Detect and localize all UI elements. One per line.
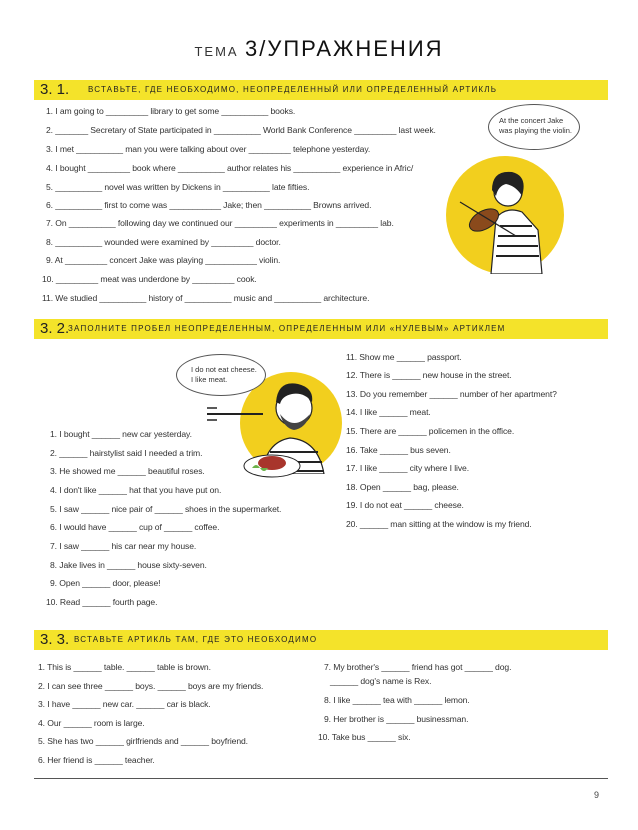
- exercise-line: 11. We studied __________ history of __________ music and __________ architecture.: [42, 293, 370, 303]
- exercise-line: 2. ______ hairstylist said I needed a trim.: [50, 448, 203, 458]
- exercise-line: 17. I like ______ city where I live.: [346, 463, 469, 473]
- page-title: [0, 36, 638, 62]
- exercise-line: 13. Do you remember ______ number of her apartment?: [346, 389, 557, 399]
- exercise-line: 7. On __________ following day we continued our _________ experiments in _________ lab.: [46, 218, 394, 228]
- exercise-line: 5. I saw ______ nice pair of ______ shoes in the supermarket.: [50, 504, 282, 514]
- plate-with-meat-icon: [242, 448, 302, 478]
- exercise-line: 3. He showed me ______ beautiful roses.: [50, 466, 205, 476]
- section-1-number: 3. 1.: [40, 81, 70, 98]
- exercise-line: 8. Jake lives in ______ house sixty-seven.: [50, 560, 207, 570]
- speech-bubble-text: I do not eat cheese. I like meat.: [191, 365, 257, 384]
- violinist-drawing: [446, 156, 564, 274]
- exercise-line: 16. Take ______ bus seven.: [346, 445, 451, 455]
- section-3-heading: ВСТАВЬТЕ АРТИКЛЬ ТАМ, ГДЕ ЭТО НЕОБХОДИМО: [74, 635, 318, 644]
- exercise-line: 8. I like ______ tea with ______ lemon.: [324, 695, 470, 705]
- exercise-line: 1. This is ______ table. ______ table is brown.: [38, 662, 211, 672]
- section-1-header: [34, 80, 608, 100]
- title-main: 3/УПРАЖНЕНИЯ: [245, 36, 444, 61]
- exercise-line: 19. I do not eat ______ cheese.: [346, 500, 464, 510]
- exercise-line: 2. _______ Secretary of State participated in __________ World Bank Conference _________ last week.: [46, 125, 436, 135]
- section-2-header: [34, 319, 608, 339]
- section-3-header: [34, 630, 608, 650]
- exercise-line: 8. __________ wounded were examined by _________ doctor.: [46, 237, 281, 247]
- speech-bubble: [488, 104, 580, 150]
- section-2-number: 3. 2.: [40, 320, 70, 337]
- exercise-line: 3. I met __________ man you were talking about over _________ telephone yesterday.: [46, 144, 371, 154]
- exercise-line: 5. She has two ______ girlfriends and ______ boyfriend.: [38, 736, 248, 746]
- exercise-line: 12. There is ______ new house in the street.: [346, 370, 512, 380]
- exercise-line: 3. I have ______ new car. ______ car is black.: [38, 699, 211, 709]
- exercise-line: 10. _________ meat was underdone by _________ cook.: [42, 274, 257, 284]
- violinist-illustration: [446, 156, 564, 274]
- exercise-line: 9. At _________ concert Jake was playing ___________ violin.: [46, 255, 281, 265]
- exercise-line: 7. My brother's ______ friend has got ______ dog.: [324, 662, 512, 672]
- exercise-line: 9. Open ______ door, please!: [50, 578, 161, 588]
- exercise-line: 14. I like ______ meat.: [346, 407, 431, 417]
- exercise-line: 1. I am going to _________ library to get some __________ books.: [46, 106, 296, 116]
- exercise-line: 5. __________ novel was written by Dickens in __________ late fifties.: [46, 182, 310, 192]
- exercise-line: 4. Our ______ room is large.: [38, 718, 145, 728]
- exercise-line: 6. Her friend is ______ teacher.: [38, 755, 155, 765]
- section-1-heading: ВСТАВЬТЕ, ГДЕ НЕОБХОДИМО, НЕОПРЕДЕЛЕННЫЙ ИЛИ ОПРЕДЕЛЕННЫЙ АРТИКЛЬ: [88, 85, 498, 94]
- footer-rule: [34, 778, 608, 779]
- exercise-line: 6. __________ first to come was ___________ Jake; then __________ Browns arrived.: [46, 200, 372, 210]
- section-2-heading: ЗАПОЛНИТЕ ПРОБЕЛ НЕОПРЕДЕЛЕННЫМ, ОПРЕДЕЛЕННЫМ ИЛИ «НУЛЕВЫМ» АРТИКЛЕМ: [68, 324, 506, 333]
- exercise-line: 4. I don't like ______ hat that you have put on.: [50, 485, 222, 495]
- speech-bubble-text: At the concert Jake was playing the violin.: [499, 116, 572, 135]
- exercise-line: 18. Open ______ bag, please.: [346, 482, 459, 492]
- exercise-line: 2. I can see three ______ boys. ______ boys are my friends.: [38, 681, 264, 691]
- exercise-line: 1. I bought ______ new car yesterday.: [50, 429, 192, 439]
- exercise-line: 15. There are ______ policemen in the office.: [346, 426, 515, 436]
- page-number: 9: [594, 790, 600, 800]
- exercise-line: ______ dog's name is Rex.: [330, 676, 432, 686]
- section-3-number: 3. 3.: [40, 631, 70, 648]
- exercise-line: 9. Her brother is ______ businessman.: [324, 714, 469, 724]
- exercise-line: 4. I bought _________ book where __________ author relates his __________ experience in Afric/: [46, 163, 414, 173]
- exercise-line: 10. Read ______ fourth page.: [46, 597, 158, 607]
- exercise-line: 11. Show me ______ passport.: [346, 352, 462, 362]
- speech-bubble: [176, 354, 266, 396]
- fork-icon: [205, 404, 265, 424]
- exercise-line: 7. I saw ______ his car near my house.: [50, 541, 197, 551]
- exercise-line: 10. Take bus ______ six.: [318, 732, 411, 742]
- title-prefix: ТЕМА: [194, 44, 239, 59]
- exercise-line: 20. ______ man sitting at the window is my friend.: [346, 519, 532, 529]
- exercise-line: 6. I would have ______ cup of ______ coffee.: [50, 522, 220, 532]
